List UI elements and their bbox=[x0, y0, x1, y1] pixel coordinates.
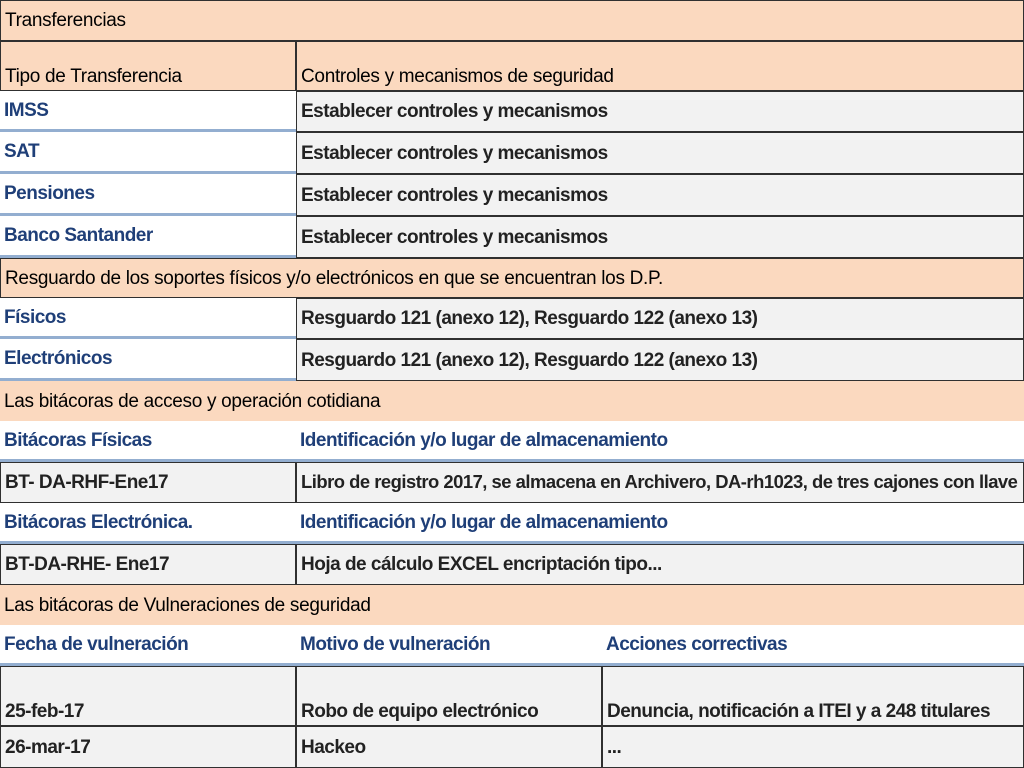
breach-row-reason: Hackeo bbox=[296, 726, 602, 768]
breach-header-actions: Acciones correctivas bbox=[602, 625, 1024, 666]
physical-logs-label: Bitácoras Físicas bbox=[0, 421, 296, 462]
section-title-bitacoras: Las bitácoras de acceso y operación cotidiana bbox=[0, 381, 1024, 421]
electronic-logs-label: Bitácoras Electrónica. bbox=[0, 503, 296, 544]
header-tipo-transferencia: Tipo de Transferencia bbox=[0, 41, 296, 91]
transfer-type-pensiones: Pensiones bbox=[0, 174, 296, 216]
breach-header-date: Fecha de vulneración bbox=[0, 625, 296, 666]
section-title-vulneraciones: Las bitácoras de Vulneraciones de seguridad bbox=[0, 585, 1024, 625]
transfer-type-sat: SAT bbox=[0, 132, 296, 174]
physical-log-detail: Libro de registro 2017, se almacena en Archivero, DA-rh1023, de tres cajones con llave bbox=[296, 462, 1024, 503]
section-title-resguardo: Resguardo de los soportes físicos y/o electrónicos en que se encuentran los D.P. bbox=[0, 258, 1024, 298]
electronic-log-id: BT-DA-RHE- Ene17 bbox=[0, 544, 296, 585]
transfer-control-sat: Establecer controles y mecanismos bbox=[296, 132, 1024, 174]
physical-logs-header: Identificación y/o lugar de almacenamiento bbox=[296, 421, 1024, 462]
breach-row-reason: Robo de equipo electrónico bbox=[296, 666, 602, 726]
breach-row-date: 25-feb-17 bbox=[0, 666, 296, 726]
electronic-log-detail: Hoja de cálculo EXCEL encriptación tipo... bbox=[296, 544, 1024, 585]
transfer-type-santander: Banco Santander bbox=[0, 216, 296, 258]
transfer-control-imss: Establecer controles y mecanismos bbox=[296, 91, 1024, 132]
section-title-transferencias: Transferencias bbox=[0, 0, 1024, 41]
breach-row-actions: Denuncia, notificación a ITEI y a 248 titulares bbox=[602, 666, 1024, 726]
breach-row-date: 26-mar-17 bbox=[0, 726, 296, 768]
storage-type-electronicos: Electrónicos bbox=[0, 339, 296, 381]
transfer-type-imss: IMSS bbox=[0, 91, 296, 132]
breach-header-reason: Motivo de vulneración bbox=[296, 625, 602, 666]
storage-detail-electronicos: Resguardo 121 (anexo 12), Resguardo 122 (anexo 13) bbox=[296, 339, 1024, 381]
header-controles: Controles y mecanismos de seguridad bbox=[296, 41, 1024, 91]
transfer-control-santander: Establecer controles y mecanismos bbox=[296, 216, 1024, 258]
storage-type-fisicos: Físicos bbox=[0, 298, 296, 339]
physical-log-id: BT- DA-RHF-Ene17 bbox=[0, 462, 296, 503]
storage-detail-fisicos: Resguardo 121 (anexo 12), Resguardo 122 (anexo 13) bbox=[296, 298, 1024, 339]
transfer-control-pensiones: Establecer controles y mecanismos bbox=[296, 174, 1024, 216]
breach-row-actions: ... bbox=[602, 726, 1024, 768]
electronic-logs-header: Identificación y/o lugar de almacenamiento bbox=[296, 503, 1024, 544]
